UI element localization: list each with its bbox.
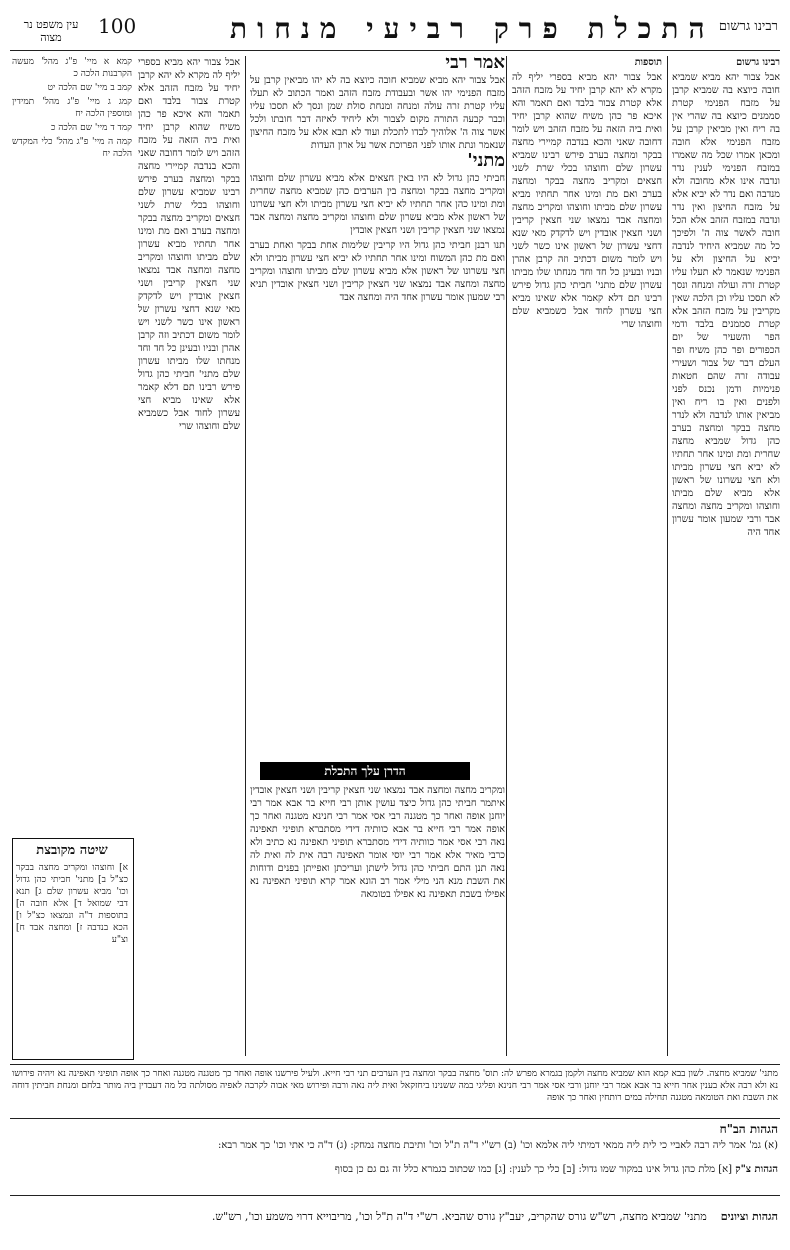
header-rule xyxy=(10,50,780,51)
ein-mishpat-item: קמה ה מיי' פ"ג מהל' כלי המקדש הלכה יח xyxy=(12,137,132,159)
ein-mishpat-item: קמד ד מיי' שם הלכה כ xyxy=(51,123,132,133)
gemara-text-3: תנו רבנן חביתי כהן גדול היו קריבין שלימות אחת בבקר ואחת בערב ואם מת כהן המשוח ומינו אחר תחתיו לא יביא חצי עשרון מביתו ולא חצי עשרונו של ראשון אלא מביא עשרון שלם מביתו וחוצהו ומקריב מחצה ומחצה אבד נמצאו שני חצאין קריבין ושני חצאין אובדין תניא רבי שמעון אומר עשרון אחד היה ומחצה אבד xyxy=(250,240,505,303)
bottom-notes xyxy=(18,1164,778,1175)
footnote-rule xyxy=(10,1064,780,1065)
rashi-title: רבינו גרשום xyxy=(736,57,780,68)
column-divider-right xyxy=(667,56,668,1056)
glosses-text-1: (א) גמ' אמר ליה רבה לאביי כי לית ליה ממאי דמיתי ליה אלמא וכו' (ב) רש"י ד"ה ת"ל וכו' ותיבת מחצה נמחק: (ג) ד"ה כי אתי וכו' כך אמר רבא: xyxy=(218,1140,778,1151)
tosafot-title: תוספות xyxy=(634,57,662,68)
column-divider-left xyxy=(245,56,246,1056)
gemara-continuation xyxy=(250,784,505,1056)
ein-mishpat-item: קמא א מיי' פ"ג מהל' מעשה הקרבנות הלכה כ xyxy=(12,57,132,79)
ein-mishpat-item: קמב ב מיי' שם הלכה יט xyxy=(47,83,132,93)
bottom-label: הגהות צ"ק xyxy=(735,1164,778,1175)
glosses-rule xyxy=(10,1118,780,1119)
haghot-label: הגהות וציונים xyxy=(720,1210,778,1223)
gemara-text-2: חביתי כהן גדול לא היו באין חצאים אלא מביא עשרון שלם וחוצהו ומקריב מחצה בבקר ומחצה בין הערבים כהן שמביא מחצה שחרית ומת ומינו כהן אחר תחתיו לא יביא חצי עשרון מביתו ולא חצי עשרונו של ראשון אלא מביא עשרון שלם וחוצהו ומקריב מחצה ומחצה אבד נמצאו שני חצאין קריבין ושני חצאין אובדין xyxy=(250,173,505,236)
inner-commentary-column xyxy=(138,56,240,1056)
rashi-text: אבל צבור יהא מביא שמביא חובה כיוצא בה שמביא קרבן על מזבח הפנימי קטרת סממנים כיוצא בה שהרי אין בה ריח ואין מביאין קרבן על מזבח הפנימי אלא חובה ומכאן אמרו שכל מה שאמרו במזבח הפנימי לענין נדר ונדבה אינו אלא מחובה ולא מנדבה ואם נדר לא יביא אלא על מזבח החיצון ואין נדר ונדבה במזבח הזהב אלא הכל חובה לאשר צוה ה' ולפיכך כל מה שמביא היחיד לנדבה יביא על החיצון ולא על הפנימי שנאמר לא תעלו עליו קטרת זרה ועולה ומנחה ונסך לא תסכו עליו וכן הלכה שאין מקריבין על מזבח הזהב אלא קטרת סממנים בלבד ודמי הפר והשעיר של יום הכפורים ופר כהן משיח ופר העלם דבר של צבור ושעירי עבודה זרה שהם חטאות פנימיות ודמן נכנס לפני ולפנים ואין בו ריח ואין מביאין אותו לנדבה ולא לנדר מחצה בבקר ומחצה בערב כהן גדול שמביא מחצה שחרית ומת ומינו אחר תחתיו לא יביא חצי עשרון מביתו ולא חצי עשרונו של ראשון אלא מביא שלם מביתו וחוצהו ומקריב מחצה ומחצה אבד ורבי שמעון אומר עשרון אחד היה xyxy=(672,72,780,538)
shitah-title: שיטה מקובצת xyxy=(36,843,108,858)
ein-mishpat-header: עין משפט נר מצוה xyxy=(23,18,79,45)
haghot-text: מתני' שמביא מחצה, רש"ש גורס שהקריב, יעב"ץ גורס שהביא. רש"י ד"ה ת"ל וכו', מריבוייא דרוי משמע וכו', רש"ש. xyxy=(211,1210,707,1223)
shitah-text: א] וחוצהו ומקריב מחצה בבקר כצ"ל ב] מתני' חביתי כהן גדול וכו' מביא עשרון שלם ג] תנא דבי שמואל ד] אלא חובה ה] בתוספות ד"ה ונמצאו כצ"ל ו] הכא בנדבה ז] ומחצה אבד ח] וצ"ע xyxy=(16,863,128,945)
rashi-header: רבינו גרשום xyxy=(718,19,778,34)
bottom-text: [א] מלת כהן גדול אינו במקור שמו גדול: [ב] כלי כך לענין: [ג] כמו שכתוב בגמרא כלל זה גם גם כן בסוף xyxy=(334,1164,733,1175)
footnote-text: מתני' שמביא מחצה. לשון בבא קמא הוא שמביא מחצה ולקמן בגמרא מפרש לה: תוס' מחצה בבקר ומחצה בין הערבים תני רבי חייא. ולעיל פירשנו אופה ואחר כך מטגנה מטגנה ואחר כך אופה תופיני תאפינה נא ויהיה פירושו נא ולא רבה אלא בענין אחר חייא בר אבא אמר רבי יוחנן ורבי אסי אמר רבי חנינא ופליגי במה ששנינו ביחזקאל ואית ליה נאה ורבה ופירוש מאי אבוה לקרבה לאפיה מסולתה כל מה דעבדין ביה מותר בלחם ומנחת חביתין דוחה את השבת ואת הטומאה מטגנה תחילה במים רותחין ואחר כך אופה xyxy=(12,1069,778,1103)
haghot-row xyxy=(18,1210,778,1223)
mishnah-opening-word: מתני' xyxy=(467,150,505,171)
page-title: התכלת פרק רביעי מנחות xyxy=(230,12,715,45)
inner-commentary-text: אבל צבור יהא מביא בספרי יליף לה מקרא לא יהא קרבן יחיד על מזבח הזהב אלא קטרת צבור בלבד ואם תאמר והא איכא פר כהן משיח שהוא קרבן יחיד ואית ביה הזאה על מזבח הזהב ויש לומר דחובה שאני והכא בנדבה קמיירי מחצה בבקר ומחצה בערב פירש רבינו שמביא עשרון שלם וחוצהו בכלי שרת לשני חצאים ומקריב מחצה בבקר ומחצה בערב ואם מת ומינו אחר תחתיו מביא עשרון שלם מביתו וחוצהו ומקריב מחצה ומחצה אבד נמצאו שני חצאין קריבין ושני חצאין אובדין ויש לדקדק מאי שנא דחצי עשרון של ראשון אינו כשר לשני ויש לומר משום דכתיב וזה קרבן אהרן ובניו ובעינן כל חד וחד מנחתו שלו מביתו עשרון שלם מתני' חביתי כהן גדול פירש רבינו תם דלא קאמר אלא שאינו מביא חצי עשרון לחוד אבל כשמביא שלם וחוצהו שרי xyxy=(138,57,240,432)
page-number: 100 xyxy=(98,14,137,38)
chapter-end-banner: הדרן עלך התכלת xyxy=(260,762,470,780)
tosafot-text: אבל צבור יהא מביא בספרי יליף לה מקרא לא יהא קרבן יחיד על מזבח הזהב אלא קטרת צבור בלבד ואם תאמר והא איכא פר כהן משיח שהוא קרבן יחיד ואית ביה הזאה על מזבח הזהב ויש לומר דחובה שאני והכא בנדבה קמיירי מחצה בבקר ומחצה בערב פירש רבינו שמביא עשרון שלם וחוצהו בכלי שרת לשני חצאים ומקריב מחצה בבקר ומחצה בערב ואם מת ומינו אחר תחתיו מביא עשרון שלם מביתו וחוצהו ומקריב מחצה ומחצה אבד נמצאו שני חצאין קריבין ושני חצאין אובדין ויש לדקדק מאי שנא דחצי עשרון של ראשון אינו כשר לשני ויש לומר משום דכתיב וזה קרבן אהרן ובניו ובעינן כל חד וחד מנחתו שלו מביתו עשרון שלם מתני' חביתי כהן גדול פירש רבינו תם דלא קאמר אלא שאינו מביא חצי עשרון לחוד אבל כשמביא שלם וחוצהו שרי xyxy=(512,72,662,330)
gemara-text-4: ומקריב מחצה ומחצה אבד נמצאו שני חצאין קריבין ושני חצאין אובדין איתמר חביתי כהן גדול כיצד עושין אותן רבי חייא בר אבא אמר רבי יוחנן אופה ואחר כך מטגנה רבי אסי אמר רבי חנינא מטגנה ואחר כך אופה אמר רבי חייא בר אבא כוותיה דידי מסתברא תופיני תאפינה נאה רבי אסי אמר כוותיה דידי מסתברא תופיני תאפינה נא כתיב ולא כרבי מאיר אלא אמר רבי יוסי אומר תאפינה רבה אית לה ואית לה נאה תנן התם חביתי כהן גדול לישתן ועריכתן ואפייתן בפנים ודוחות את השבת מנא הני מילי אמר רב הונא אמר קרא תופיני תאפינה נא אפילו בשבת תאפינה נא אפילו בטומאה xyxy=(250,785,505,900)
bottom-rule xyxy=(10,1195,780,1196)
ein-mishpat-column xyxy=(12,56,132,386)
gemara-column xyxy=(250,56,505,756)
glosses-title: הגהות הב"ח xyxy=(719,1122,778,1136)
tosafot-column xyxy=(512,56,662,1056)
rashi-column xyxy=(672,56,780,1056)
gemara-text-1: אבל צבור יהא מביא שמביא חובה כיוצא בה לא יהו מביאין קרבן על מזבח הפנימי יהו אשר ובעבודת מזבח הזהב ואמר הכתוב לא תעלו עליו קטרת זרה עולה ומנחה ומנחת סולת שמן ונסך לא תסכו עליו וכבר קבעה התורה מקום לצבור ולא ליחיד לאיזה דבר חובתו ולכל אשר צוה ה' אלוהיך לבדו לתכלת ועוד לא תבא אלא על מזבח החיצון שנאמר ונתת אותו לפני הפרוכת אשר על ארון העדות xyxy=(250,75,505,151)
gemara-section-label: אמר רבי xyxy=(445,56,505,73)
column-divider-mid xyxy=(506,56,507,1056)
ein-mishpat-item: קמג ג מיי' פ"ג מהל' תמידין ומוספין הלכה יח xyxy=(12,97,132,119)
